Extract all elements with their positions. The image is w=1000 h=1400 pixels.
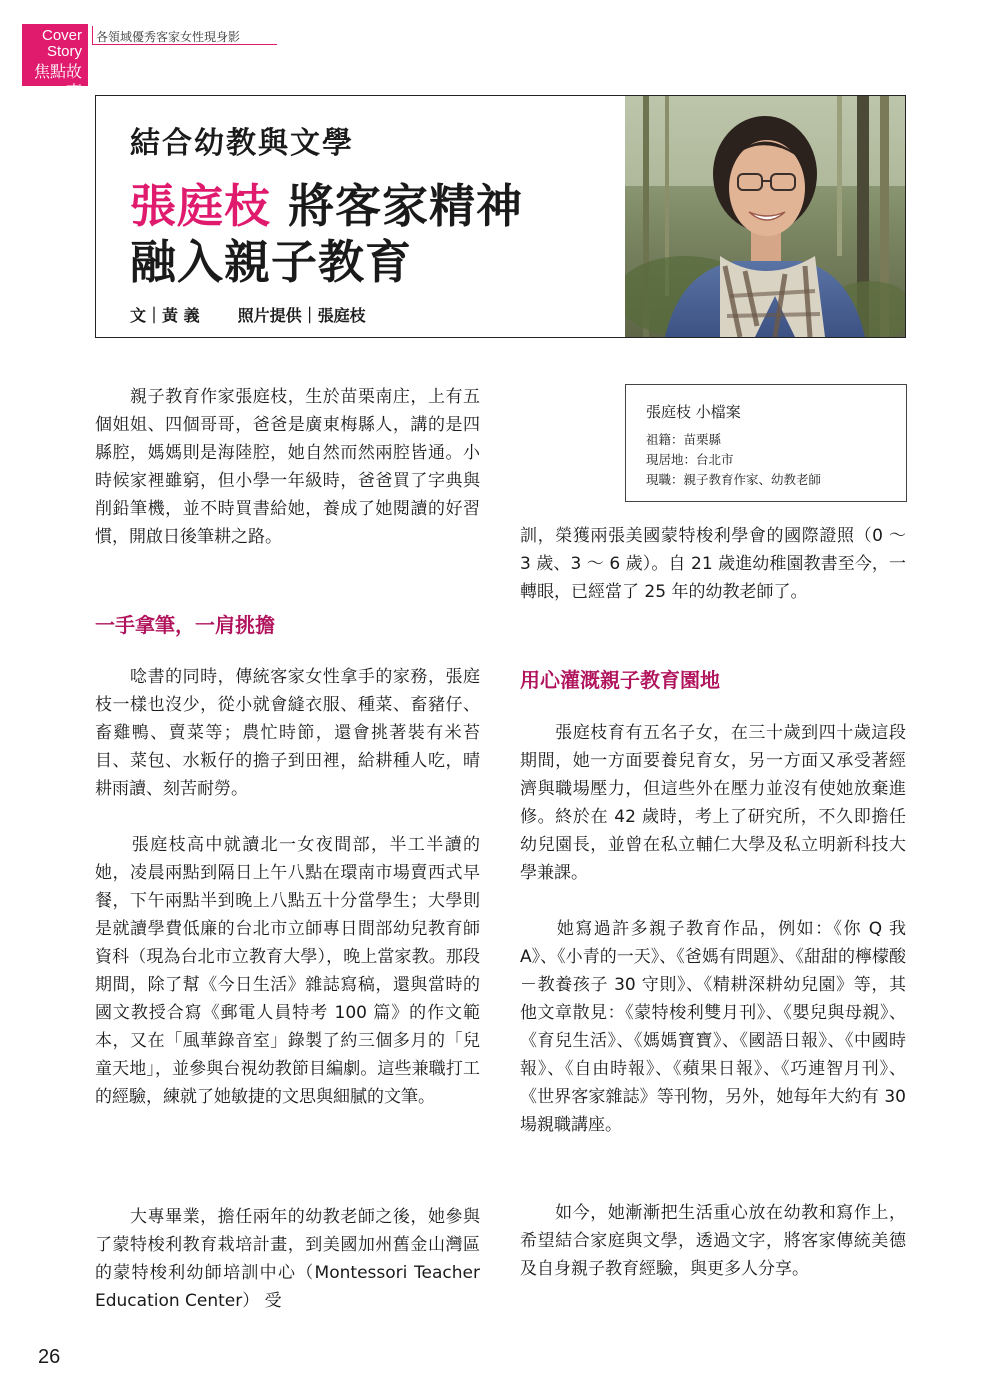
credits	[130, 303, 372, 326]
badge-en-story: Story	[46, 43, 82, 60]
badge-en-cover: Cover	[41, 27, 82, 44]
article-kicker: 結合幼教與文學	[130, 126, 354, 161]
photo-credit: 照片提供｜張庭枝	[237, 306, 366, 325]
title-line1-rest: 將客家精神	[271, 179, 524, 233]
title-name: 張庭枝	[130, 179, 271, 233]
paragraph-3: 張庭枝高中就讀北一女夜間部，半工半讀的她，凌晨兩點到隔日上午八點在環南市場賣西式早餐，下午兩點半到晚上八點五十分當學生；大學則是就讀學費低廉的台北市立師專日間部幼兒教育師資科（現為台北市立教育大學），晚上當家教。那段期間，除了幫《今日生活》雜誌寫稿，還與當時的國文教授合寫《郵電人員特考 100 篇》的作文範本，又在「風華錄音室」錄製了約三個多月的「兒童天地」，並參與台視幼教節目編劇。這些兼職打工的經驗，練就了她敏捷的文思與細膩的文筆。	[95, 835, 480, 1107]
section-label: 各領域優秀客家女性現身影	[96, 30, 241, 44]
paragraph-6: 張庭枝育有五名子女，在三十歲到四十歲這段期間，她一方面要養兒育女，另一方面又承受著經濟與職場壓力，但這些外在壓力並沒有使她放棄進修。終於在 42 歲時，考上了研究所，不久即擔任幼兒園長，並曾在私立輔仁大學及私立明新科技大學兼課。	[520, 723, 906, 883]
section-heading-1: 一手拿筆，一肩挑擔	[95, 613, 275, 637]
header-divider-vertical	[92, 26, 93, 44]
badge-zh: 焦點故事	[33, 62, 82, 101]
profile-origin: 祖籍：苗栗縣	[646, 432, 722, 447]
profile-occupation: 現職：親子教育作家、幼教老師	[646, 472, 822, 487]
article-title-line2: 融入親子教育	[130, 235, 412, 289]
paragraph-8: 如今，她漸漸把生活重心放在幼教和寫作上，希望結合家庭與文學，透過文字，將客家傳統美德及自身親子教育經驗，與更多人分享。	[520, 1203, 906, 1279]
paragraph-7: 她寫過許多親子教育作品，例如：《你 Q 我 A》、《小青的一天》、《爸媽有問題》、《甜甜的檸檬酸－教養孩子 30 守則》、《精耕深耕幼兒園》等，其他文章散見：《蒙特梭利雙月刊》、《嬰兒與母親》、《育兒生活》、《媽媽寶寶》、《國語日報》、《中國時報》、《自由時報》、《蘋果日報》、《巧連智月刊》、《世界客家雜誌》等刊物，另外，她每年大約有 30 場親職講座。	[520, 919, 906, 1135]
paragraph-2: 唸書的同時，傳統客家女性拿手的家務，張庭枝一樣也沒少，從小就會縫衣服、種菜、畜豬仔、畜雞鴨、賣菜等；農忙時節，還會挑著裝有米苔目、菜包、水粄仔的擔子到田裡，給耕種人吃，晴耕雨讀、刻苦耐勞。	[95, 667, 480, 799]
section-heading-2: 用心灌溉親子教育園地	[520, 668, 720, 692]
portrait-photo	[625, 96, 905, 337]
page-number: 26	[38, 1346, 61, 1368]
paragraph-1: 親子教育作家張庭枝，生於苗栗南庄，上有五個姐姐、四個哥哥，爸爸是廣東梅縣人，講的是四縣腔，媽媽則是海陸腔，她自然而然兩腔皆通。小時候家裡雖窮，但小學一年級時，爸爸買了字典與削鉛筆機，並不時買書給她，養成了她閱讀的好習慣，開啟日後筆耕之路。	[95, 387, 480, 547]
profile-box	[625, 384, 907, 502]
profile-residence: 現居地：台北市	[646, 452, 734, 467]
paragraph-4: 大專畢業，擔任兩年的幼教老師之後，她參與了蒙特梭利教育栽培計畫，到美國加州舊金山灣區的蒙特梭利幼師培訓中心（Montessori Teacher Education Center） 受	[95, 1207, 480, 1311]
cover-story-badge	[22, 24, 88, 101]
paragraph-5: 訓，榮獲兩張美國蒙特梭利學會的國際證照（0 ～ 3 歲、3 ～ 6 歲）。自 21 歲進幼稚園教書至今，一轉眼，已經當了 25 年的幼教老師了。	[520, 526, 906, 602]
profile-title: 張庭枝 小檔案	[646, 403, 741, 421]
author-credit: 文｜黃 義	[130, 306, 200, 325]
